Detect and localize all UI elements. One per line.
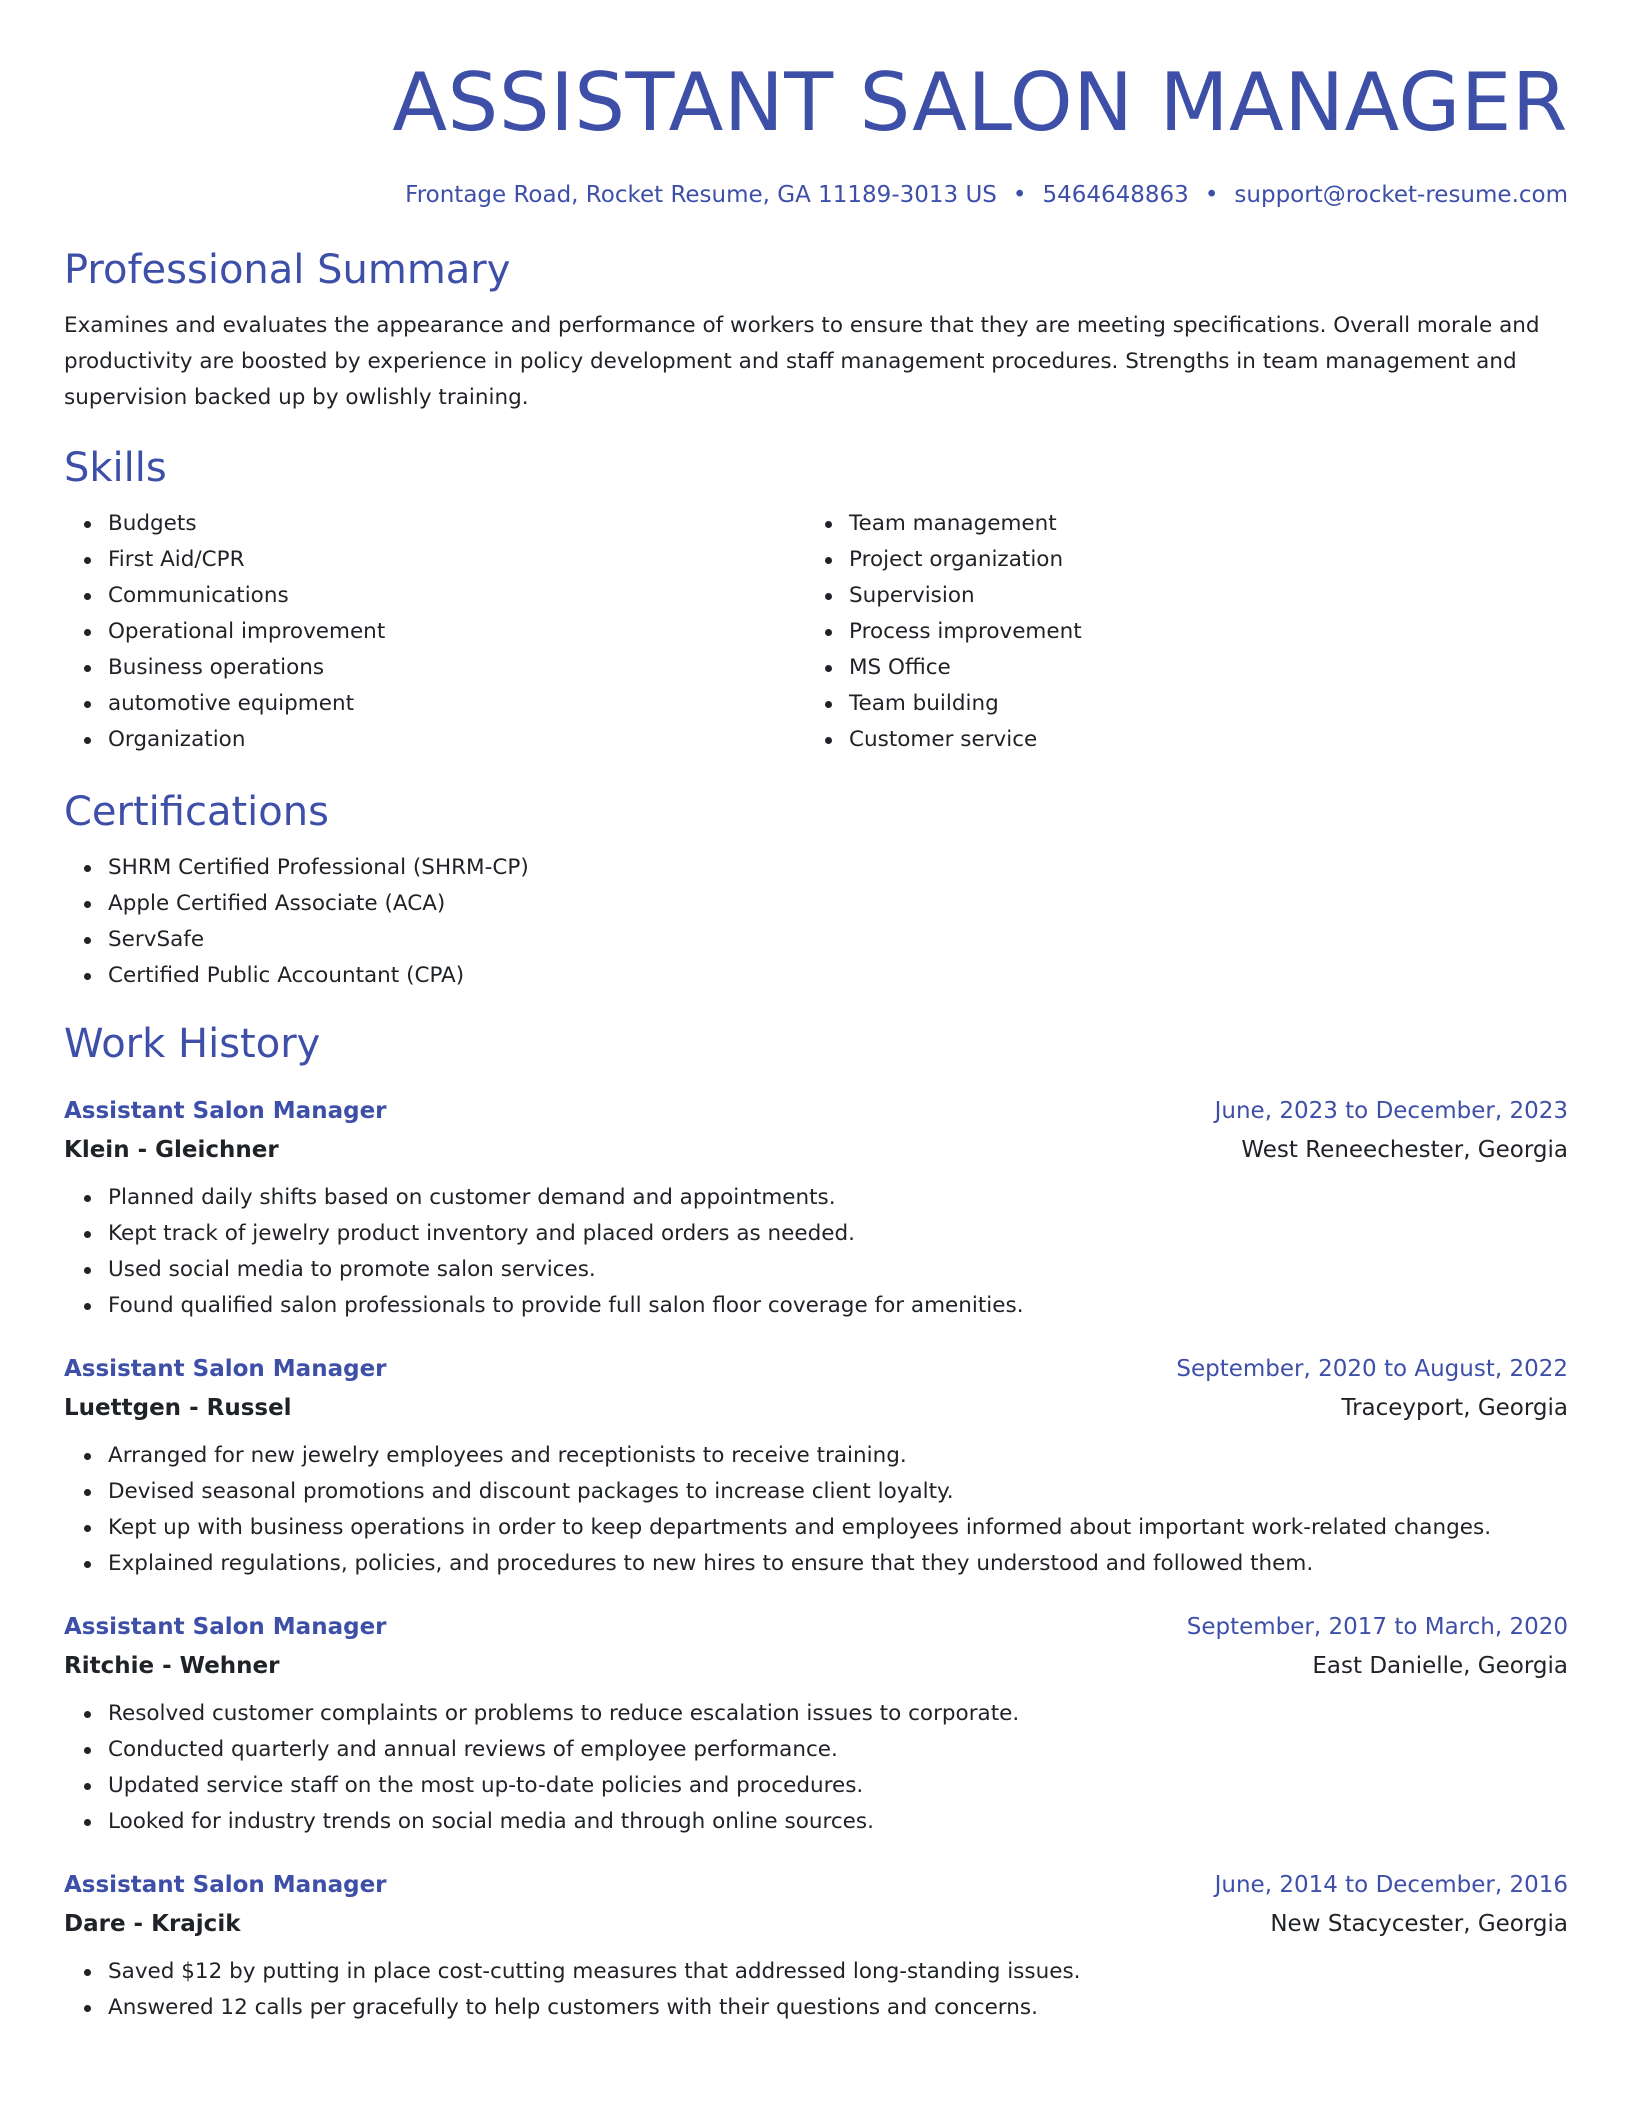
contact-separator: • [1204, 182, 1219, 208]
job-company-row [64, 1904, 1568, 1944]
job-title: Assistant Salon Manager [64, 1098, 387, 1124]
job-duty-item: Used social media to promote salon services. [108, 1252, 1568, 1288]
job-duties-list [64, 1954, 1568, 2026]
skill-item: Customer service [849, 722, 1546, 758]
summary-text: Examines and evaluates the appearance and performance of workers to ensure that they are meeting specifications. Overall morale and productivity are boosted by experience in policy development and staff management procedures. Strengths in team management and supervision backed up by owlishly training. [64, 313, 1540, 410]
job-entry [64, 1092, 1568, 1324]
job-dates: September, 2017 to March, 2020 [1186, 1614, 1568, 1640]
skill-item: Supervision [849, 578, 1546, 614]
professional-summary-section [64, 244, 1568, 416]
section-title-certifications: Certifications [64, 789, 329, 835]
job-dates: September, 2020 to August, 2022 [1176, 1356, 1568, 1382]
skills-grid [64, 506, 1568, 758]
skill-item: Operational improvement [108, 614, 805, 650]
skills-section [64, 442, 1568, 758]
job-company: Klein - Gleichner [64, 1137, 279, 1163]
job-header-row [64, 1608, 1568, 1646]
work-history-section [64, 1018, 1568, 2026]
skills-column-right [805, 506, 1546, 758]
contact-separator: • [1012, 182, 1027, 208]
job-duty-item: Devised seasonal promotions and discount packages to increase client loyalty. [108, 1474, 1568, 1510]
skills-column-left [64, 506, 805, 758]
contact-phone[interactable]: 5464648863 [1042, 182, 1189, 208]
job-duty-item: Planned daily shifts based on customer demand and appointments. [108, 1180, 1568, 1216]
job-title: Assistant Salon Manager [64, 1872, 387, 1898]
job-location: East Danielle, Georgia [1312, 1653, 1568, 1679]
skill-item: Team building [849, 686, 1546, 722]
resume-name: ASSISTANT SALON MANAGER [392, 56, 1568, 149]
skill-item: Business operations [108, 650, 805, 686]
skill-item: First Aid/CPR [108, 542, 805, 578]
job-title: Assistant Salon Manager [64, 1356, 387, 1382]
contact-email[interactable]: support@rocket-resume.com [1234, 182, 1568, 208]
skills-list-right [805, 506, 1546, 758]
certification-item: Apple Certified Associate (ACA) [108, 886, 1568, 922]
certification-item: ServSafe [108, 922, 1568, 958]
job-duty-item: Looked for industry trends on social media and through online sources. [108, 1804, 1568, 1840]
job-header-row [64, 1350, 1568, 1388]
job-location: Traceyport, Georgia [1341, 1395, 1568, 1421]
job-company: Ritchie - Wehner [64, 1653, 280, 1679]
job-location: West Reneechester, Georgia [1241, 1137, 1568, 1163]
skill-item: Communications [108, 578, 805, 614]
skill-item: Budgets [108, 506, 805, 542]
job-company-row [64, 1130, 1568, 1170]
job-company: Luettgen - Russel [64, 1395, 292, 1421]
job-entry [64, 1608, 1568, 1840]
section-title-summary: Professional Summary [64, 247, 511, 293]
skill-item: Process improvement [849, 614, 1546, 650]
job-company-row [64, 1646, 1568, 1686]
job-dates: June, 2023 to December, 2023 [1214, 1098, 1568, 1124]
section-title-work-history: Work History [64, 1021, 321, 1067]
skill-item: automotive equipment [108, 686, 805, 722]
job-duties-list [64, 1696, 1568, 1840]
skill-item: Organization [108, 722, 805, 758]
job-duty-item: Found qualified salon professionals to provide full salon floor coverage for amenities. [108, 1288, 1568, 1324]
skills-list-left [64, 506, 805, 758]
job-duties-list [64, 1438, 1568, 1582]
contact-address: Frontage Road, Rocket Resume, GA 11189-3013 US [405, 182, 997, 208]
resume-header [64, 48, 1568, 212]
job-dates: June, 2014 to December, 2016 [1214, 1872, 1568, 1898]
job-duty-item: Updated service staff on the most up-to-date policies and procedures. [108, 1768, 1568, 1804]
job-header-row [64, 1092, 1568, 1130]
job-location: New Stacycester, Georgia [1270, 1911, 1568, 1937]
skill-item: MS Office [849, 650, 1546, 686]
job-duty-item: Kept up with business operations in order to keep departments and employees informed about important work-related changes. [108, 1510, 1568, 1546]
certification-item: Certified Public Accountant (CPA) [108, 958, 1568, 994]
certifications-list [64, 850, 1568, 994]
skill-item: Team management [849, 506, 1546, 542]
job-entry [64, 1350, 1568, 1582]
certifications-section [64, 786, 1568, 994]
job-header-row [64, 1866, 1568, 1904]
job-duty-item: Arranged for new jewelry employees and receptionists to receive training. [108, 1438, 1568, 1474]
job-duty-item: Kept track of jewelry product inventory and placed orders as needed. [108, 1216, 1568, 1252]
job-duty-item: Answered 12 calls per gracefully to help customers with their questions and concerns. [108, 1990, 1568, 2026]
job-duty-item: Explained regulations, policies, and procedures to new hires to ensure that they understood and followed them. [108, 1546, 1568, 1582]
job-company-row [64, 1388, 1568, 1428]
job-duties-list [64, 1180, 1568, 1324]
certification-item: SHRM Certified Professional (SHRM-CP) [108, 850, 1568, 886]
skill-item: Project organization [849, 542, 1546, 578]
job-duty-item: Conducted quarterly and annual reviews of employee performance. [108, 1732, 1568, 1768]
job-entry [64, 1866, 1568, 2026]
job-company: Dare - Krajcik [64, 1911, 241, 1937]
contact-line [64, 178, 1568, 212]
job-duty-item: Resolved customer complaints or problems to reduce escalation issues to corporate. [108, 1696, 1568, 1732]
section-title-skills: Skills [64, 445, 167, 491]
job-duty-item: Saved $12 by putting in place cost-cutting measures that addressed long-standing issues. [108, 1954, 1568, 1990]
job-title: Assistant Salon Manager [64, 1614, 387, 1640]
